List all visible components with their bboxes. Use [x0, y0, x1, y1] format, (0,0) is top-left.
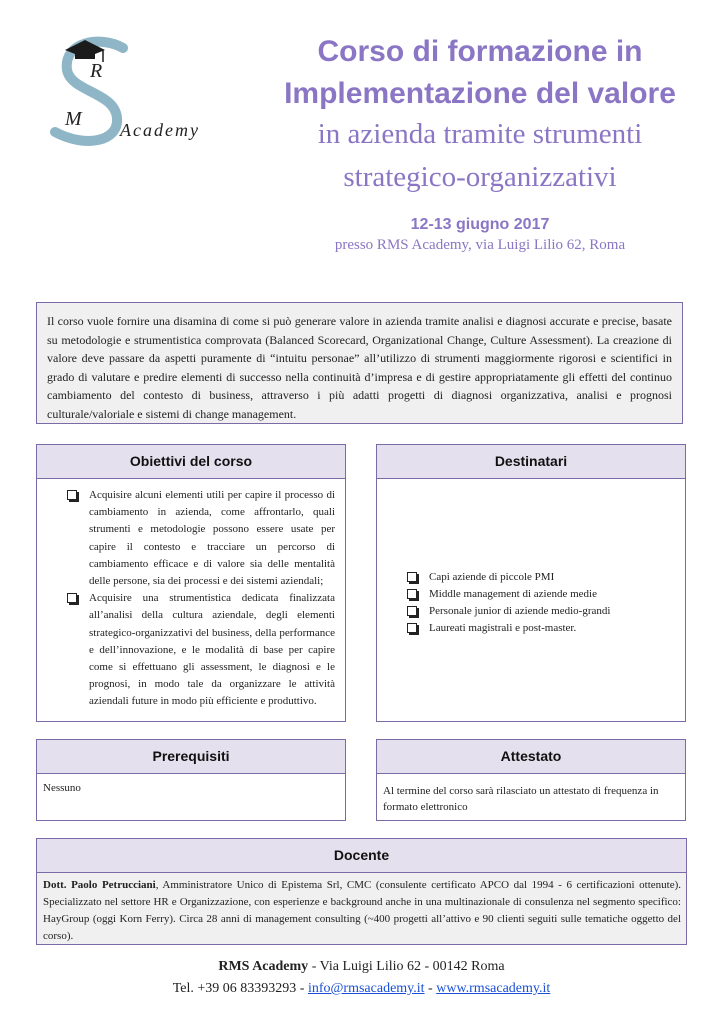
checkbox-bullet-icon: [407, 572, 417, 582]
title-line-4: strategico-organizzativi: [343, 161, 617, 193]
destinatari-panel: [376, 444, 686, 722]
checkbox-bullet-icon: [67, 593, 77, 603]
docente-bio: , Amministratore Unico di Epistema Srl, CMC (consulente certificato APCO dal 1994 - 6 certificazioni ottenute). Specializzato nel settore HR e Organizzazione, con esperienze e background anche in una multinazionale di consulenza nel segmento specifico: HayGroup (oggi Korn Ferry). Circa 28 anni di management consulting (~400 progetti all’attivo e 90 clienti seguiti sulle tematiche oggetto del corso).: [43, 879, 681, 942]
list-item: [407, 569, 667, 586]
intro-box: Il corso vuole fornire una disamina di come si può generare valore in azienda tramite analisi e diagnosi accurate e precise, basate su metodologie e strumentistica comprovata (Balanced Scorecard, Organizational Change, Culture Assessment). La creazione di valore deve passare da aspetti puramente di “intuitu personae” all’utilizzo di strumenti maggiormente rigorosi e scientifici in grado di valutare e predire elementi di successo nella continuità d’impresa e di gestire appropriatamente gli effetti del continuo cambiamento del contesto di business, attraverso i più adatti progetti di diagnosi organizzativa, analisi e prognosi culturale/valoriale e sistemi di change management.: [36, 302, 683, 424]
list-item-text: Acquisire una strumentistica dedicata finalizzata all’analisi della cultura aziendale, degli elementi strategico-organizzativi del business, della performance e dell’innovazione, e le modalità di base per capire come si effettuano gli assessment, le diagnosi e le prognosi, in modo tale da organizzare le attività aziendali future in modo più efficiente e produttivo.: [89, 592, 335, 708]
title-line-2: Implementazione del valore: [284, 77, 676, 110]
title-line-1: Corso di formazione in: [317, 35, 643, 68]
prerequisiti-panel: [36, 739, 346, 821]
prerequisiti-heading: Prerequisiti: [37, 740, 345, 774]
footer-address: [0, 959, 723, 975]
list-item-text: Acquisire alcuni elementi utili per capire il processo di cambiamento in azienda, come affrontarlo, quali strumenti e metodologie possono essere usate per capire il contesto e tracciare un percorso di cambiamento efficace e di valore sia delle mentalità delle persone, sia dei processi e dei sistemi aziendali;: [89, 489, 335, 588]
destinatari-heading: Destinatari: [377, 445, 685, 479]
list-item-text: Personale junior di aziende medio-grandi: [429, 605, 611, 617]
rms-academy-logo: [45, 30, 225, 160]
list-item: [407, 620, 667, 637]
obiettivi-list: [67, 487, 335, 711]
footer-sep: -: [424, 981, 437, 996]
footer-contacts: [0, 981, 723, 997]
footer-address-text: - Via Luigi Lilio 62 - 00142 Roma: [308, 959, 505, 974]
list-item: [67, 590, 335, 710]
footer-tel: Tel. +39 06 83393293 -: [172, 981, 308, 996]
list-item: [407, 603, 667, 620]
list-item: [67, 487, 335, 590]
list-item-text: Middle management di aziende medie: [429, 588, 597, 600]
destinatari-list: [407, 569, 667, 637]
course-venue: presso RMS Academy, via Luigi Lilio 62, Roma: [334, 237, 626, 253]
list-item-text: Capi aziende di piccole PMI: [429, 571, 555, 583]
docente-panel: [36, 838, 687, 945]
logo-letter-m: M: [65, 108, 82, 130]
checkbox-bullet-icon: [407, 623, 417, 633]
logo-wordmark: Academy: [120, 120, 200, 140]
footer-org: RMS Academy: [218, 959, 309, 974]
checkbox-bullet-icon: [407, 589, 417, 599]
website-link[interactable]: www.rmsacademy.it: [436, 981, 551, 996]
logo-letter-r: R: [90, 60, 103, 82]
title-line-3: in azienda tramite strumenti: [317, 118, 643, 150]
course-date: 12-13 giugno 2017: [410, 216, 550, 233]
attestato-heading: Attestato: [377, 740, 685, 774]
obiettivi-panel: [36, 444, 346, 722]
email-link[interactable]: info@rmsacademy.it: [307, 981, 425, 996]
docente-text: [43, 877, 681, 945]
prerequisiti-text: Nessuno: [43, 782, 81, 794]
attestato-panel: [376, 739, 686, 821]
obiettivi-heading: Obiettivi del corso: [37, 445, 345, 479]
checkbox-bullet-icon: [67, 490, 77, 500]
checkbox-bullet-icon: [407, 606, 417, 616]
attestato-text: Al termine del corso sarà rilasciato un attestato di frequenza in formato elettronico: [383, 785, 659, 813]
list-item-text: Laureati magistrali e post-master.: [429, 622, 577, 634]
docente-heading: Docente: [37, 839, 686, 873]
list-item: [407, 586, 667, 603]
docente-name: Dott. Paolo Petrucciani: [43, 879, 156, 891]
